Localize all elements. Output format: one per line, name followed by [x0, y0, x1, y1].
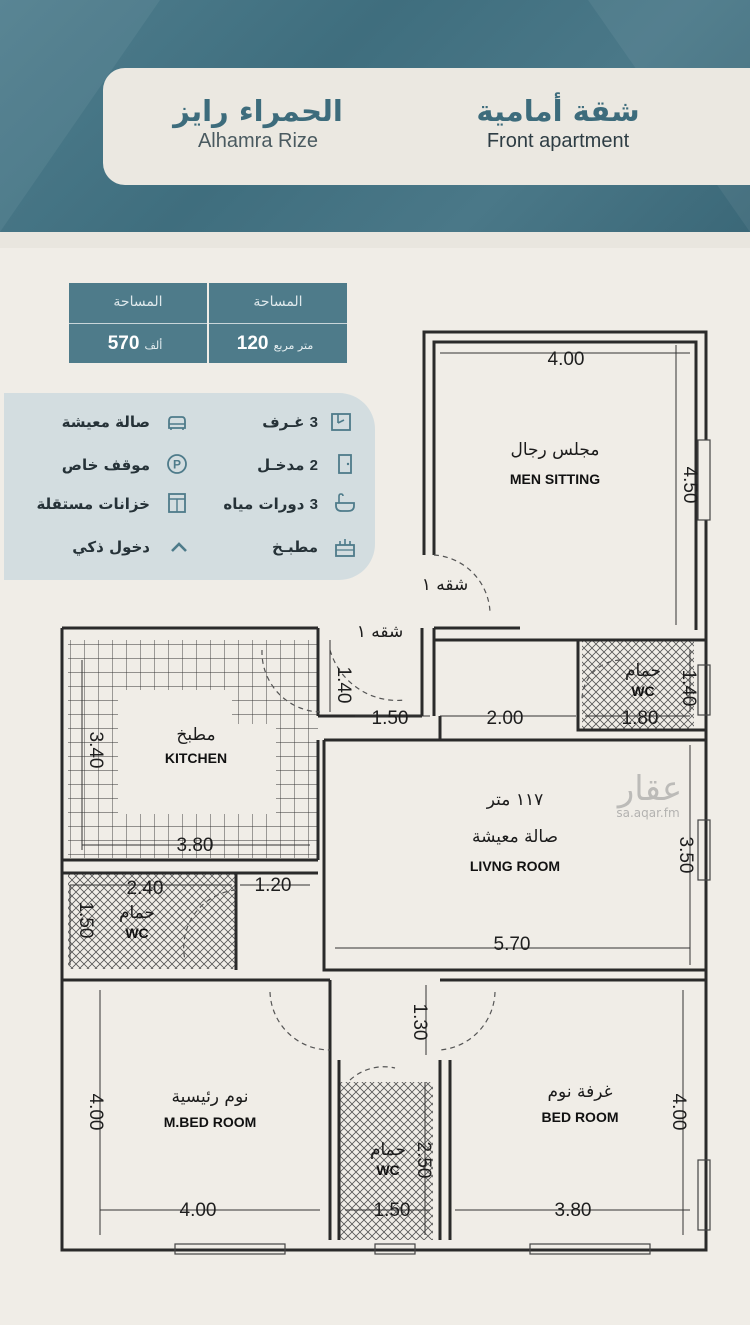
unit-name-en: Front apartment [486, 130, 630, 152]
watermark-logo: عقار [617, 769, 683, 809]
feature-rooms: 3 غـرف [262, 413, 318, 431]
size-value: 120 [236, 333, 269, 354]
dim-hall-height: 1.40 [333, 666, 354, 704]
feature-kitchen: مطبـخ [272, 538, 318, 556]
master-bedroom-label-en: M.BED ROOM [163, 1114, 257, 1130]
project-name-ar: الحمراء رايز [173, 94, 343, 128]
feature-living: صالة معيشة [61, 413, 150, 431]
dim-wc1-height: 1.40 [678, 669, 699, 707]
dim-bedroom-height: 4.00 [668, 1093, 689, 1131]
unit-name-ar: شقة أمامية [476, 94, 640, 128]
dim-men-height: 4.50 [679, 466, 700, 504]
kitchen-label-en: KITCHEN [164, 750, 228, 766]
dim-wc3-height: 2.50 [413, 1141, 434, 1179]
dim-bedroom-width: 3.80 [554, 1200, 592, 1221]
dim-men-width: 4.00 [547, 349, 585, 370]
svg-text:P: P [172, 457, 182, 472]
dim-wc2-height: 1.50 [75, 901, 96, 939]
size-label: المساحة [209, 283, 347, 324]
project-name-en: Alhamra Rize [197, 130, 319, 152]
dim-master-width: 4.00 [179, 1200, 217, 1221]
wc1-label-ar: حمام [624, 661, 662, 681]
living-label-en: LIVNG ROOM [469, 858, 561, 874]
wc3-label-en: WC [376, 1162, 400, 1178]
feature-parking: موقف خاص [61, 456, 150, 474]
dim-living-width: 5.70 [493, 934, 531, 955]
master-bedroom-label-ar: نوم رئيسية [171, 1087, 249, 1107]
wc1-label-en: WC [631, 683, 655, 699]
entrance-label-2: شقه ١ [356, 622, 404, 642]
dim-kitchen-height: 3.40 [85, 731, 106, 769]
men-sitting-label-ar: مجلس رجال [510, 440, 600, 460]
living-area-label: ١١٧ متر [486, 790, 544, 810]
price-unit: ألف [144, 339, 163, 352]
dim-bed-hall-height: 1.30 [409, 1003, 430, 1041]
wc2-label-en: WC [125, 925, 149, 941]
dim-master-height: 4.00 [85, 1093, 106, 1131]
watermark-url: sa.aqar.fm [616, 806, 680, 820]
dim-hall-width: 1.50 [371, 708, 409, 729]
dim-wc2-width: 2.40 [126, 878, 164, 899]
living-label-ar: صالة معيشة [471, 827, 559, 847]
bedroom-label-ar: غرفة نوم [547, 1082, 613, 1102]
price-value: 570 [107, 333, 140, 354]
dim-kitchen-width: 3.80 [176, 835, 214, 856]
feature-bathrooms: 3 دورات مياه [223, 495, 318, 513]
feature-tanks: خزانات مستقلة [36, 495, 150, 513]
price-label: المساحة [69, 283, 207, 324]
dim-corridor-width: 2.00 [486, 708, 524, 729]
bedroom-label-en: BED ROOM [541, 1109, 619, 1125]
dim-closet-width: 1.20 [254, 875, 292, 896]
dim-wc1-width: 1.80 [621, 708, 659, 729]
feature-smart-entry: دخول ذكي [72, 538, 150, 556]
wc2-label-ar: حمام [118, 903, 156, 923]
size-unit: متر مربع [273, 339, 314, 352]
dim-wc3-width: 1.50 [373, 1200, 411, 1221]
entrance-label-1: شقه ١ [421, 575, 469, 595]
feature-entrances: 2 مدخـل [257, 456, 318, 474]
men-sitting-label-en: MEN SITTING [509, 471, 601, 487]
wc3-label-ar: حمام [369, 1140, 407, 1160]
dim-living-height: 3.50 [675, 836, 696, 874]
kitchen-label-ar: مطبخ [176, 725, 216, 745]
